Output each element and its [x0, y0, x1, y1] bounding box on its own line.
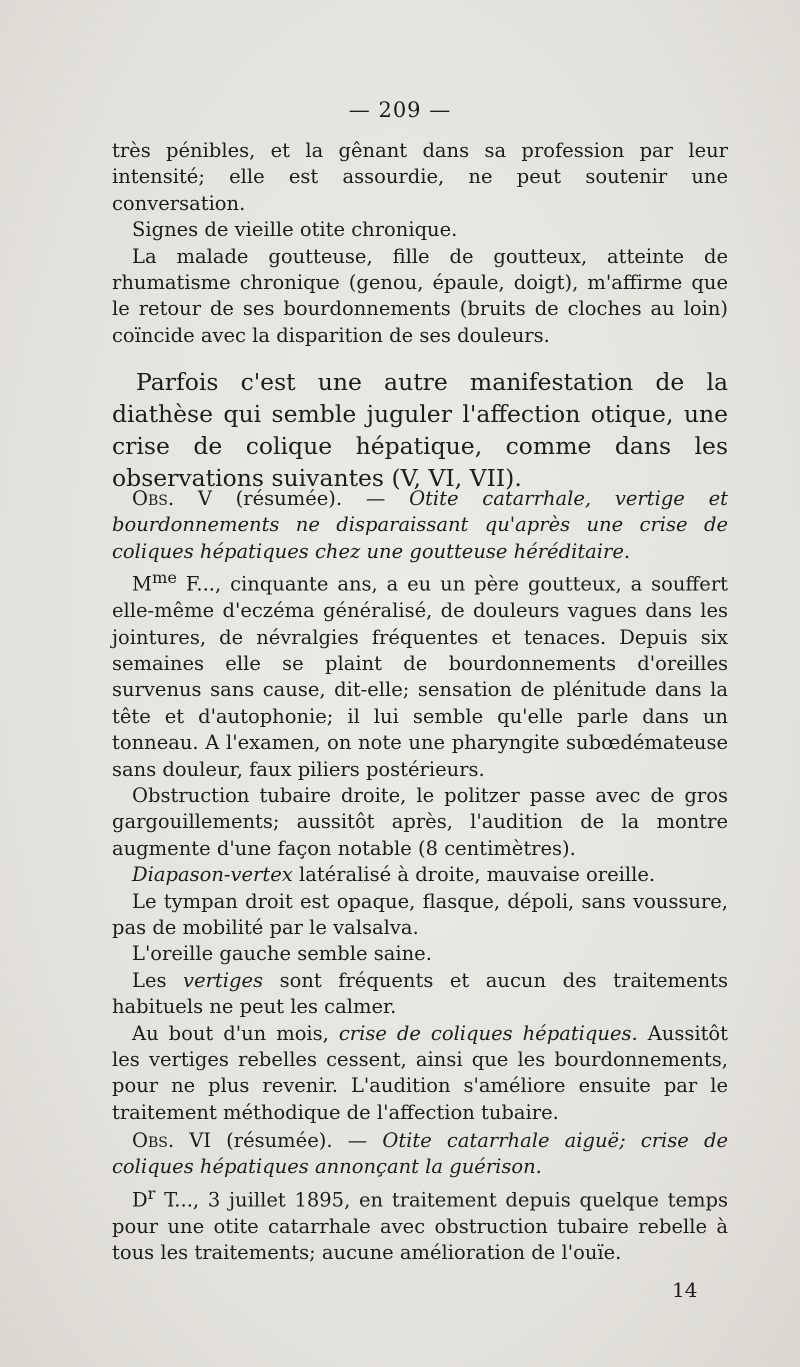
- lead-text: Parfois c'est une autre manifestation de la diathèse qui semble juguler l'affection otique, une crise de colique hépatique, comme dans les observations suivantes (V, VI, VII).: [112, 368, 728, 492]
- obs5-label: Obs. V: [132, 487, 212, 510]
- obs5-paragraph-2: Obstruction tubaire droite, le politzer passe avec de gros gargouillements; aussitôt après, l'audition de la montre augmente d'une façon notable (8 centimètres).: [112, 783, 728, 860]
- obs5-p7-em: crise de coliques hépatiques.: [338, 1021, 638, 1045]
- obs6-note: (résumée). —: [211, 1129, 383, 1152]
- obs6-abbr: D: [132, 1188, 148, 1212]
- obs5-p7-a: Au bout d'un mois,: [132, 1021, 339, 1045]
- obs5-title: Otite catarrhale, vertige et bourdonnements ne disparaissant qu'après une crise de coliques hépatiques chez une goutteuse héréditaire.: [112, 487, 728, 563]
- obs5-paragraph-4: Le tympan droit est opaque, flasque, dépoli, sans voussure, pas de mobilité par le valsalva.: [112, 889, 728, 939]
- obs5-p6-a: Les: [132, 968, 184, 992]
- obs6-p1-text: T..., 3 juillet 1895, en traitement depuis quelque temps pour une otite catarrhale avec obstruction tubaire rebelle à tous les traitements; aucune amélioration de l'ouïe.: [112, 1188, 728, 1265]
- obs6-paragraph-1: [112, 1181, 728, 1267]
- signature-mark: 14: [672, 1278, 698, 1302]
- page-number: — 209 —: [348, 98, 452, 122]
- observation-5: [112, 486, 728, 1126]
- obs5-abbr-sup: me: [151, 568, 177, 588]
- obs6-abbr-sup: r: [147, 1183, 156, 1203]
- paragraph-signs: Signes de vieille otite chronique.: [132, 218, 458, 242]
- obs5-paragraph-1: [112, 565, 728, 783]
- obs5-paragraph-3: [112, 862, 728, 888]
- obs5-paragraph-7: [112, 1021, 728, 1127]
- obs5-paragraph-5: L'oreille gauche semble saine.: [132, 942, 432, 966]
- obs5-note: (résumée). —: [211, 487, 410, 510]
- obs6-heading: [112, 1128, 728, 1181]
- obs5-p7-b: Aussitôt les vertiges rebelles cessent, ainsi que les bourdonnements, pour ne plus revenir. L'audition s'améliore ensuite par le traitement méthodique de l'affection tubaire.: [112, 1021, 729, 1124]
- obs6-label: Obs. VI: [132, 1129, 211, 1152]
- paragraph-continued: très pénibles, et la gênant dans sa profession par leur intensité; elle est assourdie, ne peut soutenir une conversation.: [112, 139, 728, 215]
- obs6-title: Otite catarrhale aiguë; crise de coliques hépatiques annonçant la guérison.: [112, 1129, 728, 1179]
- obs5-heading: [112, 486, 728, 565]
- paragraph-block-top: [112, 138, 728, 349]
- paragraph-patient: La malade goutteuse, fille de goutteux, atteinte de rhumatisme chronique (genou, épaule, doigt), m'affirme que le retour de ses bourdonnements (bruits de cloches au loin) coïncide avec la disparition de ses douleurs.: [112, 244, 728, 347]
- obs5-abbr: M: [132, 572, 152, 596]
- obs5-p6-b: sont fréquents et aucun des traitements habituels ne peut les calmer.: [112, 968, 728, 1019]
- lead-paragraph: [112, 366, 728, 494]
- obs5-p1-text: F..., cinquante ans, a eu un père goutteux, a souffert elle-même d'eczéma généralisé, de douleurs vagues dans les jointures, de névralgies fréquentes et tenaces. Depuis six semaines elle se plaint de bourdonnements d'oreilles survenus sans cause, dit-elle; sensation de plénitude dans la tête et d'autophonie; il lui semble qu'elle parle dans un tonneau. A l'examen, on note une pharyngite subœdémateuse sans douleur, faux piliers postérieurs.: [112, 572, 728, 781]
- obs5-p3-em: Diapason-vertex: [132, 863, 293, 887]
- obs5-p6-em: vertiges: [183, 968, 264, 992]
- obs5-p3-text: latéralisé à droite, mauvaise oreille.: [292, 863, 656, 887]
- observation-6: [112, 1128, 728, 1267]
- obs5-paragraph-6: [112, 968, 728, 1021]
